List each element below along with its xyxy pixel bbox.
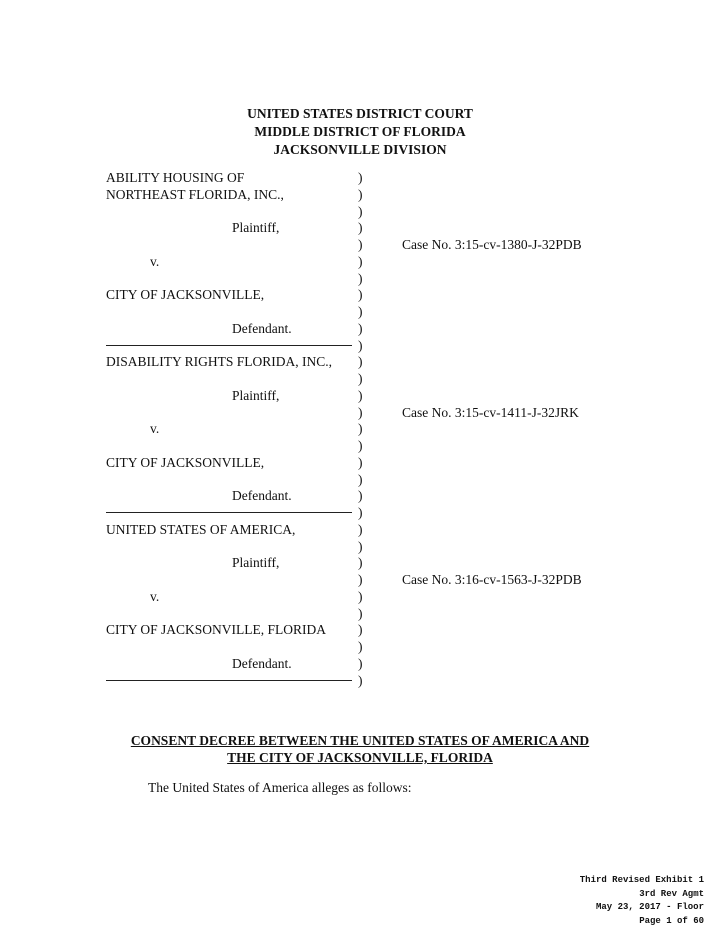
caption-paren: ) [358, 605, 363, 621]
caption-paren: ) [358, 253, 363, 269]
caption-paren: ) [358, 622, 363, 638]
caption-paren: ) [358, 421, 363, 437]
party-name: NORTHEAST FLORIDA, INC., [106, 186, 284, 202]
caption-row [106, 204, 666, 221]
caption-paren: ) [358, 639, 363, 654]
caption-paren: ) [358, 438, 363, 453]
court-header [0, 105, 720, 159]
caption-row [106, 606, 666, 623]
party-name: UNITED STATES OF AMERICA, [106, 521, 296, 537]
caption-paren: ) [358, 454, 363, 470]
caption-row [106, 505, 666, 522]
caption-paren: ) [358, 555, 363, 571]
caption-row [106, 237, 666, 254]
court-name: UNITED STATES DISTRICT COURT [247, 106, 473, 121]
caption-paren: ) [358, 505, 363, 520]
caption-paren: ) [358, 354, 363, 370]
caption-paren: ) [358, 404, 363, 420]
caption-row [106, 555, 666, 572]
caption-paren: ) [358, 655, 363, 671]
caption-row [106, 170, 666, 187]
court-district: MIDDLE DISTRICT OF FLORIDA [254, 124, 466, 139]
party-name: CITY OF JACKSONVILLE, FLORIDA [106, 622, 327, 638]
caption-paren: ) [358, 220, 363, 236]
caption-paren: ) [358, 287, 363, 303]
party-name: DISABILITY RIGHTS FLORIDA, INC., [106, 354, 332, 370]
party-role: Defendant. [232, 320, 292, 336]
caption-row [106, 388, 666, 405]
caption-row [106, 254, 666, 271]
caption-row [106, 472, 666, 489]
party-name: CITY OF JACKSONVILLE, [106, 287, 265, 303]
caption-paren: ) [358, 572, 363, 587]
caption-row [106, 187, 666, 204]
caption-paren: ) [358, 387, 363, 403]
decree-title-line-2: THE CITY OF JACKSONVILLE, FLORIDA [227, 750, 493, 765]
caption-paren: ) [358, 488, 363, 504]
versus-label: v. [150, 421, 160, 437]
exhibit-label: Third Revised Exhibit 1 [579, 875, 704, 885]
caption-paren: ) [358, 538, 363, 554]
page-number: Page 1 of 60 [639, 915, 704, 926]
caption-paren: ) [358, 337, 363, 353]
caption-paren: ) [358, 371, 363, 386]
versus-label: v. [150, 588, 160, 604]
caption-row [106, 321, 666, 338]
party-role: Plaintiff, [232, 387, 280, 403]
caption-paren: ) [358, 521, 363, 537]
caption-row [106, 271, 666, 288]
caption-paren: ) [358, 186, 363, 202]
case-caption [106, 170, 666, 689]
caption-row [106, 455, 666, 472]
caption-row [106, 522, 666, 539]
caption-row [106, 438, 666, 455]
caption-row [106, 572, 666, 589]
exhibit-stamp [580, 874, 704, 928]
caption-divider [106, 680, 352, 681]
party-role: Defendant. [232, 488, 292, 504]
caption-row [106, 421, 666, 438]
caption-row [106, 589, 666, 606]
caption-row [106, 220, 666, 237]
caption-row [106, 354, 666, 371]
caption-row [106, 371, 666, 388]
caption-paren: ) [358, 672, 363, 688]
decree-title [0, 732, 720, 766]
party-name: ABILITY HOUSING OF [106, 170, 245, 185]
case-number: Case No. 3:15-cv-1411-J-32JRK [402, 404, 579, 420]
case-number: Case No. 3:15-cv-1380-J-32PDB [402, 237, 582, 252]
party-role: Plaintiff, [232, 555, 280, 571]
caption-paren: ) [358, 320, 363, 336]
caption-row [106, 639, 666, 656]
caption-row [106, 622, 666, 639]
caption-paren: ) [358, 588, 363, 604]
caption-row [106, 488, 666, 505]
party-name: CITY OF JACKSONVILLE, [106, 454, 265, 470]
caption-paren: ) [358, 471, 363, 487]
caption-row [106, 405, 666, 422]
exhibit-date: May 23, 2017 - Floor [595, 902, 704, 912]
court-division: JACKSONVILLE DIVISION [273, 142, 447, 157]
opening-sentence: The United States of America alleges as follows: [148, 780, 412, 795]
decree-title-line-1: CONSENT DECREE BETWEEN THE UNITED STATES OF AMERICA AND [130, 733, 590, 748]
caption-divider [106, 512, 352, 513]
caption-paren: ) [358, 203, 363, 219]
caption-row [106, 338, 666, 355]
party-role: Plaintiff, [232, 220, 280, 236]
caption-row [106, 304, 666, 321]
caption-paren: ) [358, 270, 363, 286]
caption-paren: ) [358, 304, 363, 319]
agreement-label: 3rd Rev Agmt [639, 888, 704, 899]
case-number: Case No. 3:16-cv-1563-J-32PDB [402, 572, 582, 587]
caption-paren: ) [358, 237, 363, 252]
caption-row [106, 539, 666, 556]
caption-row [106, 656, 666, 673]
versus-label: v. [150, 253, 160, 269]
party-role: Defendant. [232, 655, 292, 671]
caption-row [106, 287, 666, 304]
caption-row [106, 673, 666, 690]
caption-divider [106, 345, 352, 346]
caption-paren: ) [358, 170, 363, 185]
